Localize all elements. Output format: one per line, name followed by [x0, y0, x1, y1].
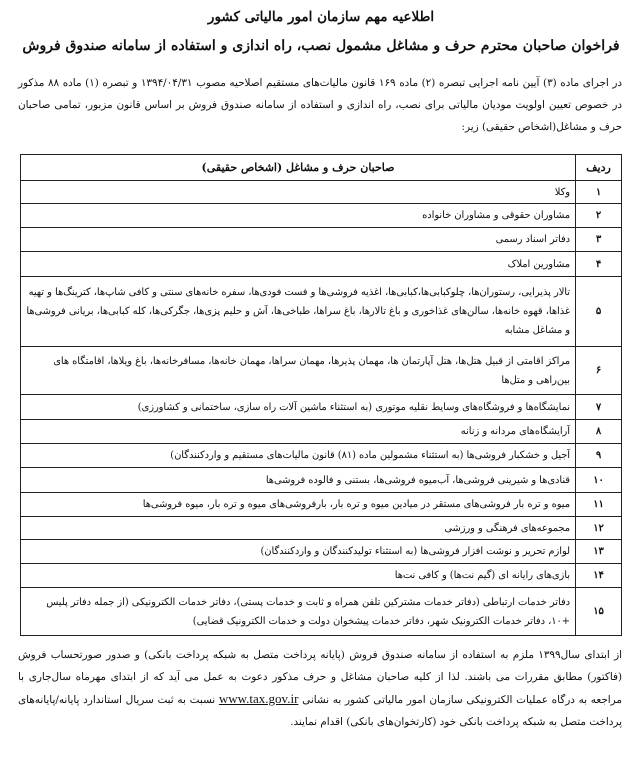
notice-heading: اطلاعیه مهم سازمان امور مالیاتی کشور [207, 9, 435, 25]
row-text: مجموعه‌های فرهنگی و ورزشی [21, 517, 576, 540]
notice-page [0, 8, 642, 764]
occupations-table [20, 154, 622, 636]
row-number: ۸ [576, 420, 622, 444]
row-text: تالار پذیرایی، رستوران‌ها، چلوکبابی‌ها،کبابی‌ها، اغذیه فروشی‌ها و فست فودی‌ها، سفره خانه‌های سنتی و کافی شاپ‌ها، کترینگ‌ها و تهیه غذاها، قهوه خانه‌ها، سالن‌های غذاخوری و باغ تالارها، باغ سراها، طباخی‌ها، آش و حلیم پزی‌ها، جگرکی‌ها، کله کبابی‌ها، بریانی فروشی‌ها و مشاغل مشابه [21, 277, 576, 347]
row-text: مراکز اقامتی از قبیل هتل‌ها، هتل آپارتمان ها، مهمان پذیرها، مهمان سراها، مهمان خانه‌ها، مسافرخانه‌ها، باغ ویلاها، اقامتگاه های بین‌راهی و متل‌ها [21, 347, 576, 395]
closing-paragraph [14, 644, 628, 733]
row-number: ۱ [576, 181, 622, 204]
row-number: ۷ [576, 395, 622, 420]
row-text: آرایشگاه‌های مردانه و زنانه [21, 420, 576, 444]
header-occupations: صاحبان حرف و مشاغل (اشخاص حقیقی) [21, 155, 576, 181]
table-row [21, 540, 622, 564]
row-number: ۱۰ [576, 468, 622, 493]
header-row-number: ردیف [576, 155, 622, 181]
row-text: بازی‌های رایانه ای (گیم نت‌ها) و کافی نت‌ها [21, 564, 576, 588]
row-number: ۱۳ [576, 540, 622, 564]
row-text: وکلا [21, 181, 576, 204]
row-number: ۳ [576, 228, 622, 252]
row-text: نمایشگاه‌ها و فروشگاه‌های وسایط نقلیه موتوری (به استثناء ماشین آلات راه سازی، ساختمانی و کشاورزی) [21, 395, 576, 420]
table-row [21, 444, 622, 468]
table-row [21, 228, 622, 252]
row-number: ۱۲ [576, 517, 622, 540]
table-row [21, 468, 622, 493]
table-row [21, 277, 622, 347]
notice-title: فراخوان صاحبان محترم حرف و مشاغل مشمول نصب، راه اندازی و استفاده از سامانه صندوق فروش [22, 38, 620, 54]
table-row [21, 252, 622, 277]
table-row [21, 204, 622, 228]
row-number: ۱۵ [576, 588, 622, 636]
row-number: ۲ [576, 204, 622, 228]
row-number: ۴ [576, 252, 622, 277]
closing-text-start: از ابتدای سال۱۳۹۹ ملزم به استفاده از سامانه صندوق فروش (پایانه پرداخت متصل به شبکه پرداخت بانکی) و صدور صورتحساب فروش (فاکتور) مطابق مقررات می باشند. لذا از کلیه صاحبان مشاغل و حرف مذکور دعوت به عمل می آید که از ابتدای مهرماه سال‌جاری با مراجعه به درگاه عملیات الکترونیکی سازمان امور مالیاتی کشور به نشانی [18, 649, 622, 706]
row-text: آجیل و خشکبار فروشی‌ها (به استثناء مشمولین ماده (۸۱) قانون مالیات‌های مستقیم و واردکنندگان) [21, 444, 576, 468]
row-text: مشاوران حقوقی و مشاوران خانواده [21, 204, 576, 228]
table-row [21, 181, 622, 204]
table-header-row [21, 155, 622, 181]
tax-website-link[interactable]: www.tax.gov.ir [218, 691, 299, 706]
table-row [21, 564, 622, 588]
table-row [21, 493, 622, 517]
table-row [21, 347, 622, 395]
row-number: ۶ [576, 347, 622, 395]
table-row [21, 395, 622, 420]
row-text: دفاتر خدمات ارتباطی (دفاتر خدمات مشترکین تلفن همراه و ثابت و خدمات پستی)، دفاتر خدمات الکترونیکی (از جمله دفاتر پلیس +۱۰، دفاتر خدمات الکترونیک شهر، دفاتر خدمات پیشخوان دولت و خدمات الکترونیک قضایی) [21, 588, 576, 636]
closing-text-end: نسبت به ثبت سریال استاندارد پایانه/پایانه‌های پرداخت متصل به شبکه پرداخت بانکی خود (کارتخوان‌های بانکی) اقدام نمایند. [18, 694, 622, 728]
row-text: لوازم تحریر و نوشت افزار فروشی‌ها (به استثناء تولیدکنندگان و واردکنندگان) [21, 540, 576, 564]
row-text: قنادی‌ها و شیرینی فروشی‌ها، آب‌میوه فروشی‌ها، بستنی و فالوده فروشی‌ها [21, 468, 576, 493]
row-text: دفاتر اسناد رسمی [21, 228, 576, 252]
row-number: ۵ [576, 277, 622, 347]
row-number: ۹ [576, 444, 622, 468]
row-text: میوه و تره بار فروشی‌های مستقر در میادین میوه و تره بار، بارفروشی‌های میوه و تره بار، میوه فروشی‌ها [21, 493, 576, 517]
table-row [21, 420, 622, 444]
table-row [21, 517, 622, 540]
row-number: ۱۴ [576, 564, 622, 588]
row-number: ۱۱ [576, 493, 622, 517]
row-text: مشاورین املاک [21, 252, 576, 277]
table-row [21, 588, 622, 636]
intro-paragraph: در اجرای ماده (۳) آیین نامه اجرایی تبصره (۲) ماده ۱۶۹ قانون مالیات‌های مستقیم اصلاحیه مصوب ۱۳۹۴/۰۴/۳۱ و تبصره (۱) ماده ۸۸ مذکور در خصوص تعیین اولویت مودیان مالیاتی برای نصب، راه اندازی و استفاده از سامانه صندوق فروش بر اساس قانون مزبور، تمامی صاحبان حرف و مشاغل(اشخاص حقیقی) زیر: [18, 77, 622, 133]
